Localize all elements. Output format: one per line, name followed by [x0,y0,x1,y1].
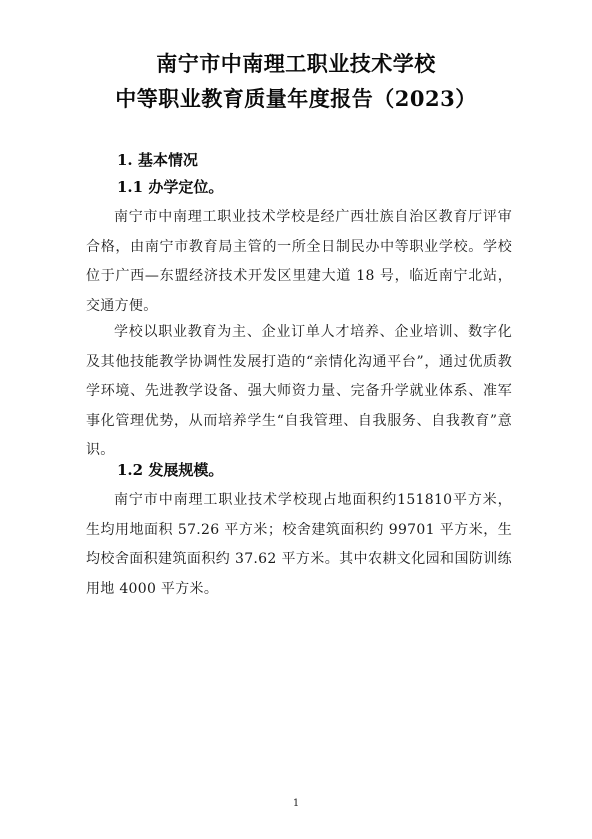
paragraph-school-scale: 南宁市中南理工职业技术学校现占地面积约151810平方米，生均用地面积 57.26 平方米；校舍建筑面积约 99701 平方米，生均校舍面积建筑面积约 37.62 平方米。其中农耕文化园和国防训练用地 4000 平方米。 [86,492,512,597]
paragraph-school-mission: 学校以职业教育为主、企业订单人才培养、企业培训、数字化及其他技能教学协调性发展打造的“亲情化沟通平台”，通过优质教学环境、先进教学设备、强大师资力量、完备升学就业体系、准军事化管理优势，从而培养学生“自我管理、自我服务、自我教育”意识。 [86,324,512,458]
report-title-line-1: 南宁市中南理工职业技术学校 [156,51,436,76]
section-heading-basic-info: 1. 基本情况 [117,151,198,169]
section-heading-positioning: 1.1 办学定位。 [117,178,224,196]
paragraph-school-intro: 南宁市中南理工职业技术学校是经广西壮族自治区教育厅评审合格，由南宁市教育局主管的一所全日制民办中等职业学校。学校位于广西—东盟经济技术开发区里建大道 18 号，临近南宁北站，交通方便。 [86,209,512,314]
section-heading-scale: 1.2 发展规模。 [117,461,224,479]
report-title-line-2: 中等职业教育质量年度报告（2023） [115,86,477,111]
page-number: 1 [292,798,300,809]
